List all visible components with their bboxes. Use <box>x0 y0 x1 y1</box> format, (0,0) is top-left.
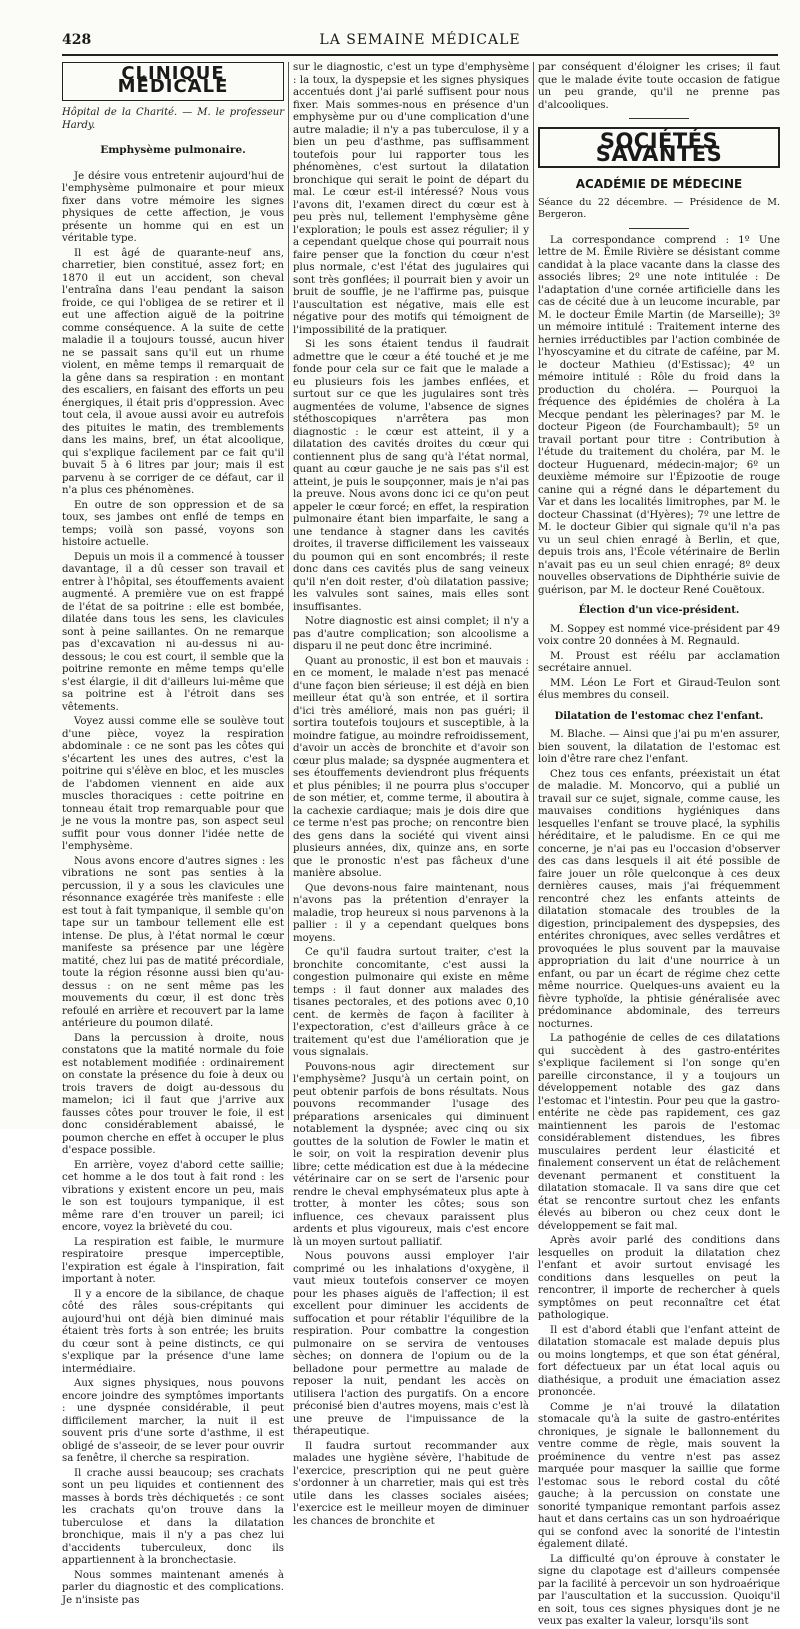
separator <box>629 228 689 229</box>
paragraph: Notre diagnostic est ainsi complet; il n'y a pas d'autre complication; son alcoolisme a disparu il ne peut donc être incriminé. <box>293 616 529 652</box>
column-2 <box>293 62 529 1527</box>
paragraph: La correspondance comprend : 1º Une lettre de M. Émile Rivière se désistant comme candidat à la place vacante dans la classe des associés libres; 2º une note intitulée : De l'adaptation d'une cornée artificielle dans les cas de cécité due à un leucome incurable, par M. le docteur Émile Martin (de Marseille); 3º un mémoire intitulé : Traitement interne des hernies irréductibles par l'action combinée de l'hyoscyamine et du citrate de caféine, par M. le docteur Mathieu (d'Estissac); 4º un mémoire intitulé : Rôle du froid dans la production du choléra. — Pourquoi la fréquence des épidémies de choléra à La Mecque pendant les pèlerinages? par M. le docteur Pigeon (de Fourchambault); 5º un travail portant pour titre : Contribution à l'étude du traitement du choléra, par M. le docteur Huguenard, médecin-major; 6º un deuxième mémoire sur l'Épizootie de rouge canine qui a régné dans le département du Var et dans les localités limitrophes, par M. le docteur Chassinat (d'Hyères); 7º une lettre de M. le docteur Gibier qui signale qu'il n'a pas vu un seul chien enragé à Berlin, et que, depuis trois ans, l'École vétérinaire de Berlin n'avait pas eu un seul chien enragé; 8º deux nouvelles observations de Diphthérie suivie de guérison, par M. le docteur René Couëtoux. <box>538 234 780 596</box>
page-header <box>62 28 778 52</box>
paragraph: En outre de son oppression et de sa toux, ses jambes ont enflé de temps en temps; voilà son passé, voyons son histoire actuelle. <box>62 499 284 548</box>
paragraph: Quant au pronostic, il est bon et mauvais : en ce moment, le malade n'est pas menacé d'une façon bien sérieuse; il est déjà en bien meilleur état qu'à son entrée, et il sortira d'ici très amélioré, mais non pas guéri; il sortira toutefois toujours et susceptible, à la moindre fatigue, au moindre refroidissement, d'avoir un accès de bronchite et d'avoir son cœur plus malade; sa dyspnée augmentera et ses étouffements deviendront plus fréquents et plus pénibles; il ne pourra plus s'occuper de son métier, et, comme terme, il aboutira à la cachexie cardiaque; mais je dois dire que ce terme n'est pas proche; on rencontre bien des gens dans la société qui vivent ainsi plusieurs années, dix, quinze ans, en sorte que le pronostic n'est pas fâcheux d'une manière absolue. <box>293 655 529 879</box>
dilatation-heading: Dilatation de l'estomac chez l'enfant. <box>554 710 764 722</box>
paragraph: Dans la percussion à droite, nous constatons que la matité normale du foie est notablement modifiée : ordinairement on constate la présence du foie à deux ou trois travers de doigt au-dessous du mamelon; ici il faut que j'arrive aux fausses côtes pour trouver le foie, il est donc considérablement abaissé, le poumon cherche en effet à occuper le plus d'espace possible. <box>62 1032 284 1156</box>
paragraph: Il est âgé de quarante-neuf ans, charretier, bien constitué, assez fort; en 1870 il eut un accident, son cheval l'entraîna dans l'eau pendant la saison froide, ce qui l'obligea de se retirer et il eut une affection aiguë de la poitrine comme conséquence. A la suite de cette maladie il a toujours toussé, aucun hiver ne se passait sans qu'il eut un rhume violent, en même temps il remarquait de la gêne dans sa respiration : en montant des escaliers, en faisant des efforts un peu énergiques, il était pris d'oppression. Avec tout cela, il avoue aussi avoir eu autrefois des pituites le matin, des tremblements dans les mains, bref, un état alcoolique, qui s'explique facilement par ce fait qu'il buvait 5 à 6 litres par jour; mais il est parvenu à se corriger de ce défaut, car il n'a plus ces phénomènes. <box>62 247 284 496</box>
section-title: SOCIÉTÉS SAVANTES <box>538 127 780 168</box>
paragraph: Ce qu'il faudra surtout traiter, c'est la bronchite concomitante, c'est aussi la congestion pulmonaire qui existe en même temps : il faut donner aux malades des tisanes pectorales, et des potions avec 0,10 cent. de kermès de façon à faciliter à l'expectoration, c'est d'ailleurs grâce à ce traitement qu'est due l'amélioration que je vous signalais. <box>293 947 529 1058</box>
session-line: Séance du 22 décembre. — Présidence de M. Bergeron. <box>538 196 780 220</box>
paragraph: Comme je n'ai trouvé la dilatation stomacale qu'à la suite de gastro-entérites chroniques, je signale le ballonnement du ventre comme de règle, mais souvent la proéminence du ventre n'est pas assez marquée pour masquer la saillie que forme l'estomac sous le rebord costal du côté gauche; à la percussion on constate une sonorité tympanique remontant parfois assez haut et dans certains cas un son hydroaérique qui se confond avec la sonorité de l'intestin également dilaté. <box>538 1401 780 1550</box>
section-title: CLINIQUE MÉDICALE <box>117 63 229 97</box>
page-number: 428 <box>62 32 92 48</box>
paragraph: Que devons-nous faire maintenant, nous n'avons pas la prétention d'enrayer la maladie, trop heureux si nous parvenons à la pallier : il y a cependant quelques bons moyens. <box>293 882 529 944</box>
paragraph: M. Soppey est nommé vice-président par 49 voix contre 20 données à M. Regnauld. <box>538 623 780 647</box>
running-title: LA SEMAINE MÉDICALE <box>319 32 521 48</box>
paragraph: M. Proust est réélu par acclamation secrétaire annuel. <box>538 650 780 674</box>
paragraph: Si les sons étaient tendus il faudrait admettre que le cœur a été touché et je me fonde pour cela sur ce fait que le malade a eu plusieurs fois les jambes enflées, et surtout sur ce que les jugulaires sont très augmentées de volume, l'absence de signes stéthoscopiques n'arrêtera pas mon diagnostic : le cœur est atteint, il y a dilatation des cavités droites du cœur qui contiennent plus de sang qu'à l'état normal, quant au cœur gauche je ne sais pas s'il est atteint, je puis le soupçonner, mais je n'ai pas la preuve. Nous avons donc ici ce qu'on peut appeler le cœur forcé; en effet, la respiration pulmonaire étant bien imparfaite, le sang a une tendance à stagner dans les cavités droites, il traverse difficilement les vaisseaux du poumon qui en sont encombrés; il reste donc dans ces cavités plus de sang veineux qu'il n'en doit rester, d'où dilatation passive; les valvules sont saines, mais elles sont insuffisantes. <box>293 339 529 613</box>
paragraph: Il crache aussi beaucoup; ses crachats sont un peu liquides et contiennent des masses à bords très déchiquetés : ce sont les crachats qu'on trouve dans la tuberculose et dans la dilatation bronchique, mais il n'y a pas chez lui d'accidents tuberculeux, donc ils appartiennent à la bronchectasie. <box>62 1467 284 1566</box>
separator <box>629 118 689 119</box>
paragraph: Il est d'abord établi que l'enfant atteint de dilatation stomacale est malade depuis plus ou moins longtemps, et que son état général, fort défectueux par un état local aquis ou diathésique, a produit une émaciation assez prononcée. <box>538 1324 780 1398</box>
section-title-box <box>62 62 284 101</box>
column-divider <box>533 62 534 1120</box>
hospital-line: Hôpital de la Charité. — M. le professeur Hardy. <box>62 107 284 131</box>
paragraph: MM. Léon Le Fort et Giraud-Teulon sont élus membres du conseil. <box>538 677 780 701</box>
election-heading: Élection d'un vice-président. <box>578 605 740 616</box>
paragraph: Après avoir parlé des conditions dans lesquelles on produit la dilatation chez l'enfant et avoir surtout envisagé les conditions dans lesquelles on peut la rencontrer, il importe de rechercher à quels symptômes on peut reconnaître cet état pathologique. <box>538 1235 780 1321</box>
paragraph: M. Blache. — Ainsi que j'ai pu m'en assurer, bien souvent, la dilatation de l'estomac est loin d'être rare chez l'enfant. <box>538 729 780 765</box>
paragraph: Je désire vous entretenir aujourd'hui de l'emphysème pulmonaire et pour mieux fixer dans votre mémoire les signes physiques de cette affection, je vous présente un homme qui en est un véritable type. <box>62 170 284 244</box>
paragraph: La respiration est faible, le murmure respiratoire presque imperceptible, l'expiration est égale à l'inspiration, fait important à noter. <box>62 1236 284 1285</box>
column-1 <box>62 62 284 1606</box>
paragraph: Depuis un mois il a commencé à tousser davantage, il a dû cesser son travail et entrer à l'hôpital, ses étouffements avaient augmenté. A première vue on est frappé de l'état de sa poitrine : elle est bombée, dilatée dans tous les sens, les clavicules sont à peine saillantes. On ne remarque pas d'excavation ni au-dessus ni au-dessous; le cou est court, il semble que la poitrine remonte en même temps qu'elle s'est élargie, il dit d'ailleurs lui-même que sa poitrine est à l'étroit dans ses vêtements. <box>62 551 284 713</box>
paragraph: En arrière, voyez d'abord cette saillie; cet homme a le dos tout à fait rond : les vibrations y existent encore un peu, mais le son est toujours tympanique, il est même rare d'en trouver un pareil; ici encore, voyez la brièveté du cou. <box>62 1159 284 1233</box>
paragraph: La pathogénie de celles de ces dilatations qui succèdent à des gastro-entérites s'explique facilement si l'on songe qu'en pareille circonstance, il y a toujours un développement notable des gaz dans l'estomac et l'intestin. Pour peu que la gastro-entérite ne cède pas rapidement, ces gaz maintiennent les parois de l'estomac considérablement distendues, les fibres musculaires perdent leur élasticité et finalement conservent un état de relâchement devenant permanent et constituent la dilatation stomacale. Il va sans dire que cet état se rencontre surtout chez les enfants élevés au biberon ou chez ceux dont le développement se fait mal. <box>538 1033 780 1232</box>
paragraph: Aux signes physiques, nous pouvons encore joindre des symptômes importants : une dyspnée considérable, il peut difficilement marcher, la nuit il est souvent pris d'une sorte d'asthme, il est obligé de s'asseoir, de se lever pour ouvrir sa fenêtre, il cherche sa respiration. <box>62 1378 284 1464</box>
paragraph: Il y a encore de la sibilance, de chaque côté des râles sous-crépitants qui aujourd'hui ont déjà bien diminué mais étaient très forts à son entrée; les bruits du cœur sont à peine distincts, ce qui s'explique par la présence d'une lame intermédiaire. <box>62 1288 284 1375</box>
paragraph: Chez tous ces enfants, préexistait un état de maladie. M. Moncorvo, qui a publié un travail sur ce sujet, signale, comme cause, les mauvaises conditions hygiéniques dans lesquelles l'enfant se trouve placé, la syphilis héréditaire, et le paludisme. En ce qui me concerne, je n'ai pas eu l'occasion d'observer des cas dans lesquels il ait été possible de faire jouer un rôle quelconque à ces deux dernières causes, mais j'ai fréquemment rencontré chez les enfants atteints de dilatation stomacale des troubles de la digestion, principalement des dyspepsies, des entérites chroniques, avec selles verdâtres et provoquées le plus souvent par la mauvaise appropriation du lait d'une nourrice à un enfant, ou par un écart de régime chez cette même nourrice. Quelques-uns avaient eu la fièvre typhoïde, la phtisie généralisée avec prédominance abdominale, des terreurs nocturnes. <box>538 768 780 1030</box>
paragraph: Nous avons encore d'autres signes : les vibrations ne sont pas senties à la percussion, il y a sous les clavicules une résonnance exagérée très manifeste : elle est tout à fait tympanique, il semble qu'on tape sur un tambour tellement elle est intense. De plus, à l'état normal le cœur manifeste sa présence par une légère matité, chez lui pas de matité précordiale, toute la région résonne aussi bien qu'au-dessus : on ne sent même pas les mouvements du cœur, il est donc très refoulé en arrière et recouvert par la lame antérieure du poumon dilaté. <box>62 855 284 1029</box>
paragraph: Pouvons-nous agir directement sur l'emphysème? Jusqu'à un certain point, on peut obtenir parfois de bons résultats. Nous pouvons recommander l'usage des préparations arsenicales qui diminuent notablement la dyspnée; avec cinq ou six gouttes de la solution de Fowler le matin et le soir, on voit la respiration devenir plus libre; cette médication est due à la médecine vétérinaire car on se sert de l'arsenic pour rendre le cheval emphysémateux plus apte à trotter, à monter les côtes; sous son influence, ces chevaux paraissent plus ardents et plus vigoureux, mais c'est encore là un moyen surtout palliatif. <box>293 1061 529 1248</box>
paragraph: par conséquent d'éloigner les crises; il faut que le malade évite toute occasion de fatigue un peu grande, qu'il ne prenne pas d'alcooliques. <box>538 62 780 111</box>
academy-heading: ACADÉMIE DE MÉDECINE <box>575 177 743 191</box>
paragraph: sur le diagnostic, c'est un type d'emphysème : la toux, la dyspepsie et les signes physiques accentués dont j'ai parlé suffisent pour nous fixer. Mais sommes-nous en présence d'un emphysème pur ou d'une complication d'une autre maladie; il n'y a pas tuberculose, il y a bien un peu d'asthme, pas suffisamment toutefois pour lui rapporter tous les phénomènes, c'est surtout la dilatation bronchique qui serait le point de départ du mal. Le cœur est-il intéressé? Nous vous l'avons dit, l'examen direct du cœur est à peu près nul, tellement l'emphysème gêne l'exploration; le pouls est assez régulier; il y a cependant quelque chose qui pourrait nous faire penser que la fonction du cœur n'est plus normale, c'est l'état des jugulaires qui sont très gonflées; il pourrait bien y avoir un bruit de souffle, je ne l'affirme pas, puisque l'auscultation est négative, mais elle est négative pour des motifs qui témoignent de l'impossibilité de la pratiquer. <box>293 62 529 336</box>
header-rule <box>62 54 778 56</box>
paragraph: La difficulté qu'on éprouve à constater le signe du clapotage est d'ailleurs compensée par la facilité à percevoir un son hydroaérique par l'auscultation et la succussion. Quoiqu'il en soit, tous ces signes physiques dont je ne veux pas exalter la valeur, lorsqu'ils sont <box>538 1553 780 1627</box>
paragraph: Il faudra surtout recommander aux malades une hygiène sévère, l'habitude de l'exercice, prescription qui ne peut guère s'ordonner à un charretier, mais qui est très utile dans les classes sociales aisées; l'exercice est le meilleur moyen de diminuer les chances de bronchite et <box>293 1440 529 1527</box>
paragraph: Nous sommes maintenant amenés à parler du diagnostic et des complications. Je n'insiste pas <box>62 1569 284 1606</box>
paragraph: Nous pouvons aussi employer l'air comprimé ou les inhalations d'oxygène, il vaut mieux toutefois conserver ce moyen pour les phases aiguës de l'affection; il est excellent pour diminuer les accidents de suffocation et pour rétablir l'équilibre de la respiration. Pour combattre la congestion pulmonaire on se servira de ventouses sèches; on donnera de l'opium ou de la belladone pour permettre au malade de reposer la nuit, pendant les accès on utilisera l'action des purgatifs. On a encore préconisé bien d'autres moyens, mais c'est là une preuve de l'impuissance de la thérapeutique. <box>293 1251 529 1437</box>
column-3 <box>538 62 780 1627</box>
paragraph: Voyez aussi comme elle se soulève tout d'une pièce, voyez la respiration abdominale : ce ne sont pas les côtes qui s'écartent les unes des autres, c'est la poitrine qui s'élève en bloc, et les muscles de l'abdomen viennent en aide aux muscles thoraciques : cette poitrine en tonneau était trop remarquable pour que je ne vous la montre pas, son aspect seul suffit pour vous donner l'idée nette de l'emphysème. <box>62 716 284 852</box>
column-divider <box>288 62 289 1120</box>
article-subtitle: Emphysème pulmonaire. <box>100 144 246 156</box>
